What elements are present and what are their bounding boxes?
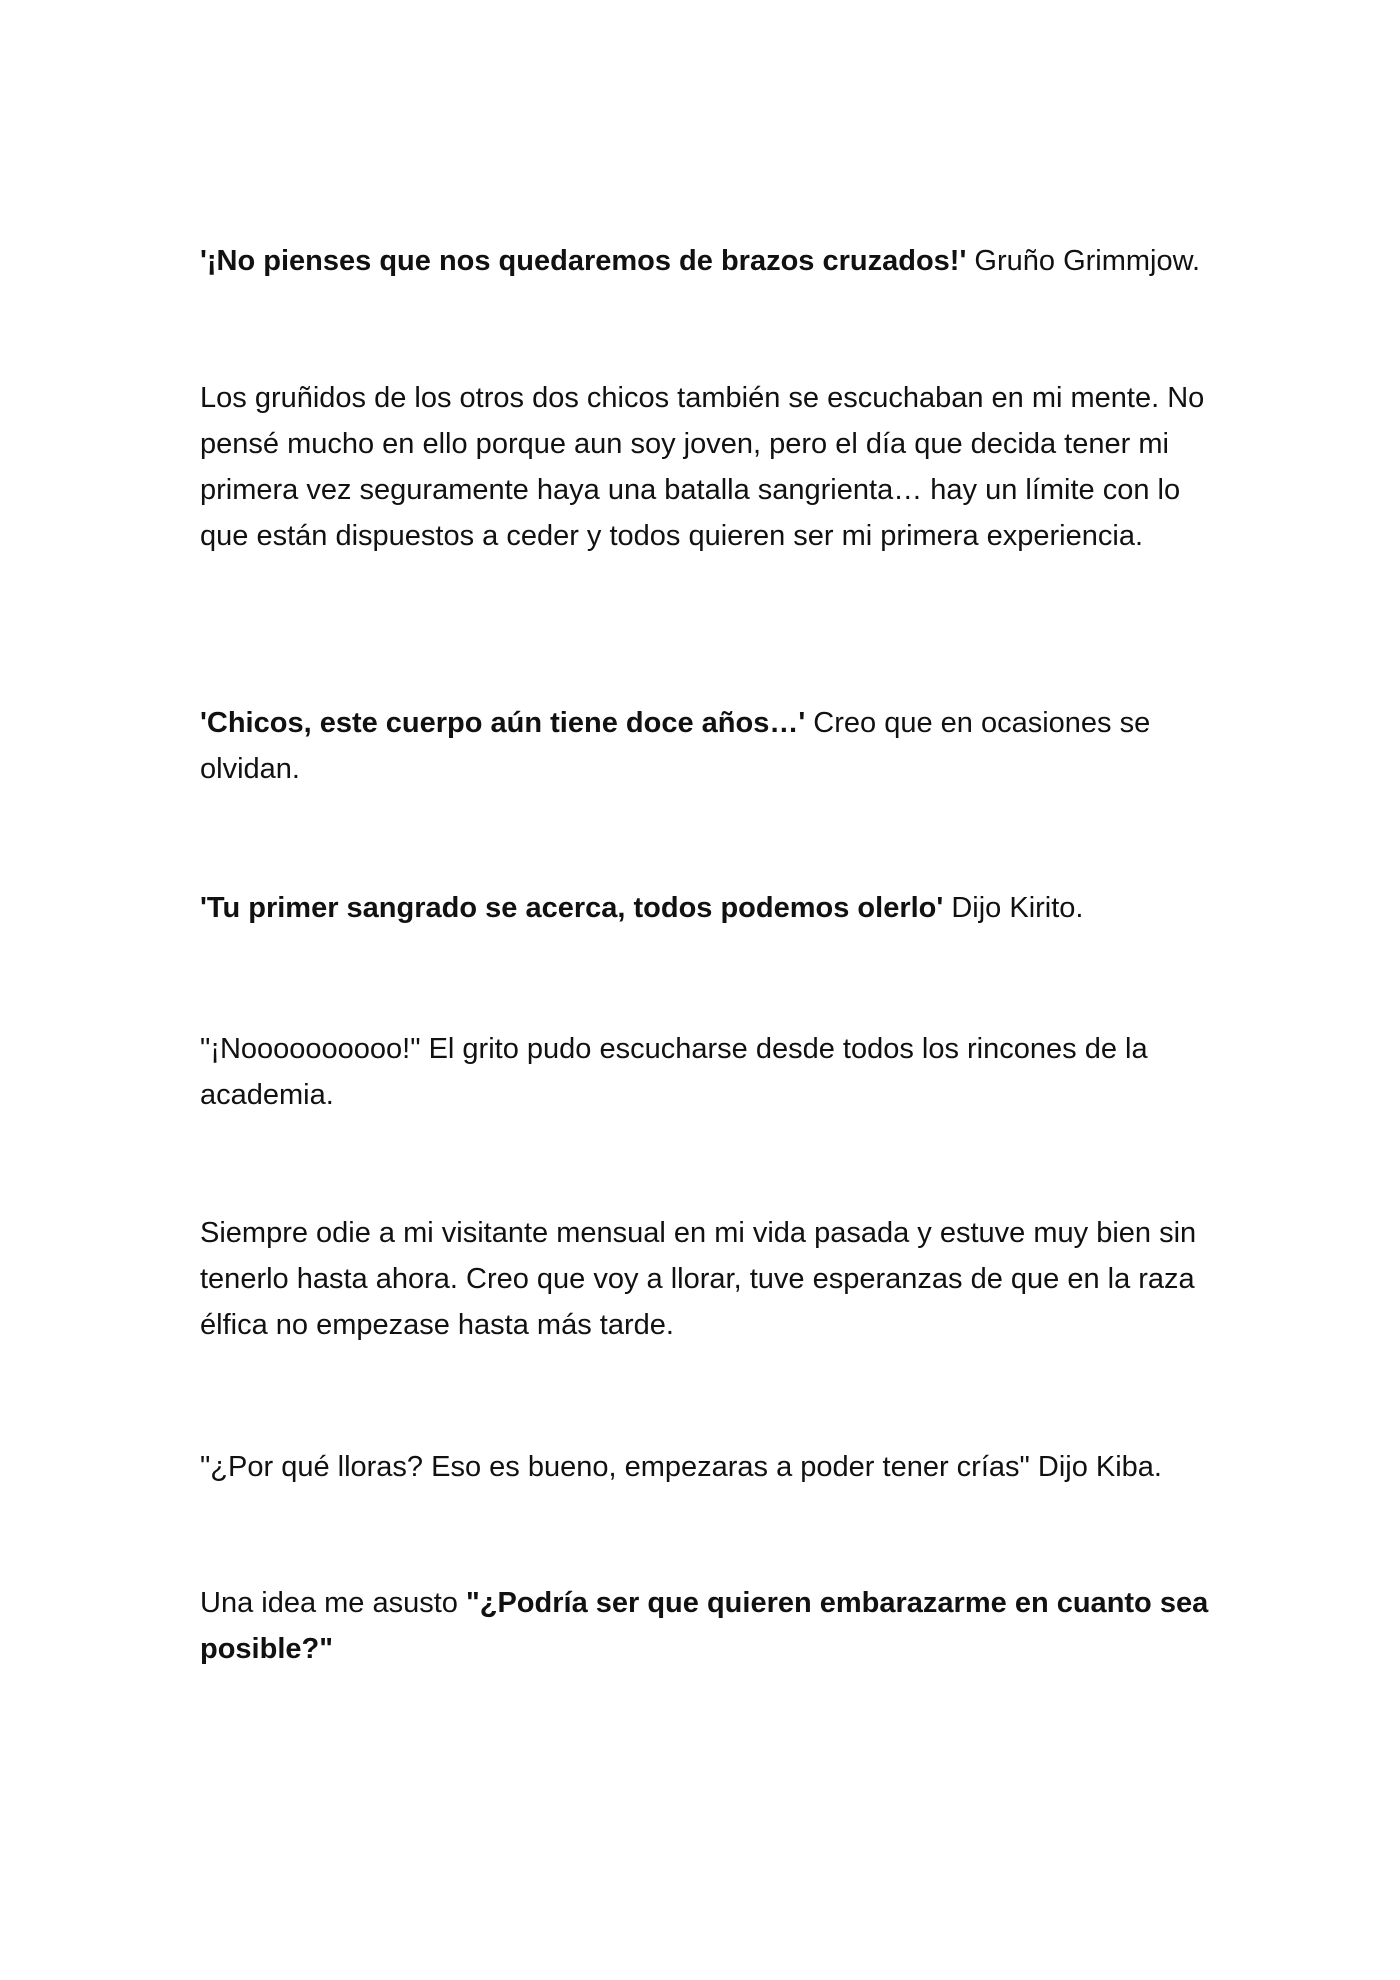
paragraph-1-text: Gruño Grimmjow. <box>966 245 1201 277</box>
paragraph-4-text: Dijo Kirito. <box>943 892 1084 924</box>
paragraph-6 <box>200 1210 1210 1348</box>
paragraph-3 <box>200 700 1210 792</box>
paragraph-6-text: Siempre odie a mi visitante mensual en mi vida pasada y estuve muy bien sin tenerlo hasta ahora. Creo que voy a llorar, tuve esperanzas de que en la raza élfica no empezase hasta más tarde. <box>200 1217 1197 1341</box>
paragraph-5 <box>200 1026 1210 1118</box>
paragraph-8-text: Una idea me asusto <box>200 1587 466 1619</box>
paragraph-7-text: "¿Por qué lloras? Eso es bueno, empezaras a poder tener crías" Dijo Kiba. <box>200 1451 1162 1483</box>
paragraph-5-text: "¡Noooooooooo!" El grito pudo escucharse desde todos los rincones de la academia. <box>200 1033 1148 1111</box>
paragraph-3-bold: 'Chicos, este cuerpo aún tiene doce años…' <box>200 707 806 739</box>
paragraph-2 <box>200 375 1210 559</box>
paragraph-3-text: Creo que en ocasiones se olvidan. <box>200 707 1151 785</box>
paragraph-4 <box>200 885 1210 931</box>
paragraph-4-bold: 'Tu primer sangrado se acerca, todos podemos olerlo' <box>200 892 944 924</box>
paragraph-8 <box>200 1580 1210 1672</box>
paragraph-2-text: Los gruñidos de los otros dos chicos también se escuchaban en mi mente. No pensé mucho en ello porque aun soy joven, pero el día que decida tener mi primera vez seguramente haya una batalla sangrienta… hay un límite con lo que están dispuestos a ceder y todos quieren ser mi primera experiencia. <box>200 382 1205 552</box>
paragraph-7 <box>200 1444 1210 1490</box>
paragraph-1 <box>200 238 1210 284</box>
paragraph-8-bold: "¿Podría ser que quieren embarazarme en cuanto sea posible?" <box>200 1587 1209 1665</box>
paragraph-1-bold: '¡No pienses que nos quedaremos de brazos cruzados!' <box>200 245 967 277</box>
